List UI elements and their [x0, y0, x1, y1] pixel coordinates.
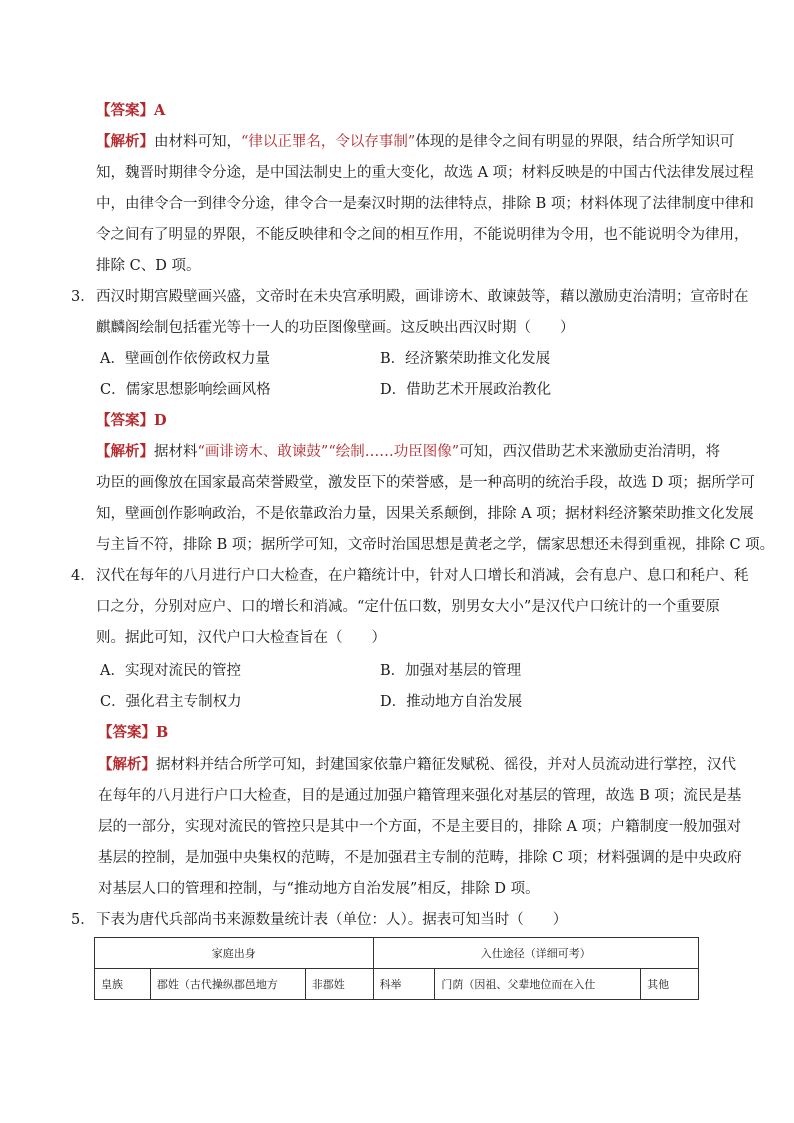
question-3-option-a: A．壁画创作依傍政权力量 [100, 351, 270, 367]
analysis-4-line-3: 层的一部分，实现对流民的管控只是其中一个方面，不是主要目的，排除 A 项；户籍制度一般加强对 [98, 819, 742, 835]
question-3-line-1: 西汉时期宫殿壁画兴盛，文帝时在未央宫承明殿，画诽谤木、敢谏鼓等，藉以激励吏治清明；宣帝时在 [96, 289, 749, 305]
question-5-line-1: 下表为唐代兵部尚书来源数量统计表（单位：人）。据表可知当时（ ） [96, 912, 568, 928]
answer-4 [98, 723, 168, 743]
table-cell: 非郡姓 [305, 969, 373, 1000]
answer-label: 【答案】 [98, 724, 156, 741]
answer-2 [96, 101, 165, 121]
question-4-option-b: B．加强对基层的管理 [380, 663, 522, 679]
table-header-row [95, 938, 699, 969]
analysis-label: 【解析】 [98, 756, 156, 773]
quote: “律以正罪名，令以存事制” [241, 134, 416, 150]
question-4-line-3: 则。据此可知，汉代户口大检查旨在（ ） [96, 630, 386, 646]
answer-value: B [156, 724, 169, 741]
answer-label: 【答案】 [96, 412, 154, 429]
answer-value: A [154, 102, 166, 119]
table-cell: 皇族 [95, 969, 151, 1000]
analysis-4-line-4: 基层的控制，是加强中央集权的范畴，不是加强君主专制的范畴，排除 C 项；材料强调的是中央政府 [98, 850, 742, 866]
analysis-2-line-4: 令之间有了明显的界限，不能反映律和令之间的相互作用，不能说明律为令用，也不能说明令为律用， [96, 227, 749, 243]
table-cell: 科举 [373, 969, 435, 1000]
table-cell: 门荫（因祖、父辈地位而在入仕 [435, 969, 641, 1000]
analysis-2-line-1: 【解析】由材料可知，“律以正罪名，令以存事制”体现的是律令之间有明显的界限，结合所学知识可 [96, 133, 735, 150]
quote: “画诽谤木、敢谏鼓” [197, 444, 329, 460]
analysis-3-line-3: 知，壁画创作影响政治，不是依靠政治力量，因果关系颠倒，排除 A 项；据材料经济繁荣助推文化发展 [96, 506, 754, 522]
table-row [95, 969, 699, 1000]
question-4-line-2: 口之分，分别对应户、口的增长和消减。“定什伍口数，别男女大小”是汉代户口统计的一个重要原 [96, 599, 720, 615]
question-4-option-a: A．实现对流民的管控 [100, 663, 241, 679]
analysis-2-line-2: 知，魏晋时期律令分途，是中国法制史上的重大变化，故选 A 项；材料反映是的中国古代法律发展过程 [96, 165, 754, 181]
quote: “绘制……功臣图像” [328, 444, 460, 460]
analysis-4-line-2: 在每年的八月进行户口大检查，目的是通过加强户籍管理来强化对基层的管理，故选 B 项；流民是基 [98, 788, 742, 804]
question-4-line-1: 汉代在每年的八月进行户口大检查，在户籍统计中，针对人口增长和消减，会有息户、息口和秏户、秏 [96, 568, 749, 584]
table-cell: 郡姓（古代操纵郡邑地方 [150, 969, 305, 1000]
answer-label: 【答案】 [96, 102, 154, 119]
source-table [94, 937, 699, 1000]
answer-3 [96, 411, 167, 431]
question-3-option-d: D．借助艺术开展政治教化 [380, 382, 552, 398]
analysis-4-line-1: 【解析】据材料并结合所学可知，封建国家依靠户籍征发赋税、徭役，并对人员流动进行掌控，汉代 [98, 756, 736, 773]
question-3-option-b: B．经济繁荣助推文化发展 [380, 351, 551, 367]
question-5-number: 5． [71, 912, 95, 928]
analysis-4-line-5: 对基层人口的管理和控制，与“推动地方自治发展”相反，排除 D 项。 [98, 881, 540, 897]
table-cell: 其他 [641, 969, 699, 1000]
table-group-header: 家庭出身 [95, 938, 374, 969]
analysis-3-line-1: 【解析】据材料“画诽谤木、敢谏鼓”“绘制……功臣图像”可知，西汉借助艺术来激励吏治清明，将 [96, 443, 721, 460]
analysis-2-line-3: 中，由律令合一到律令分途，律令合一是秦汉时期的法律特点，排除 B 项；材料体现了法律制度中律和 [96, 196, 754, 212]
question-4-option-d: D．推动地方自治发展 [380, 694, 523, 710]
question-3-option-c: C．儒家思想影响绘画风格 [100, 382, 271, 398]
analysis-3-line-4: 与主旨不符，排除 B 项；据所学可知，文帝时治国思想是黄老之学，儒家思想还未得到重视，排除 C 项。 [96, 537, 775, 553]
question-4-number: 4． [71, 568, 95, 584]
table-group-header: 入仕途径（详细可考） [373, 938, 698, 969]
question-3-line-2: 麒麟阁绘制包括霍光等十一人的功臣图像壁画。这反映出西汉时期（ ） [96, 320, 575, 336]
question-3-number: 3． [71, 289, 95, 305]
answer-value: D [154, 412, 167, 429]
analysis-label: 【解析】 [96, 443, 154, 460]
analysis-3-line-2: 功臣的画像放在国家最高荣誉殿堂，激发臣下的荣誉感，是一种高明的统治手段，故选 D 项；据所学可 [96, 475, 755, 491]
analysis-label: 【解析】 [96, 133, 154, 150]
analysis-2-line-5: 排除 C、D 项。 [96, 258, 201, 274]
question-4-option-c: C．强化君主专制权力 [100, 694, 242, 710]
